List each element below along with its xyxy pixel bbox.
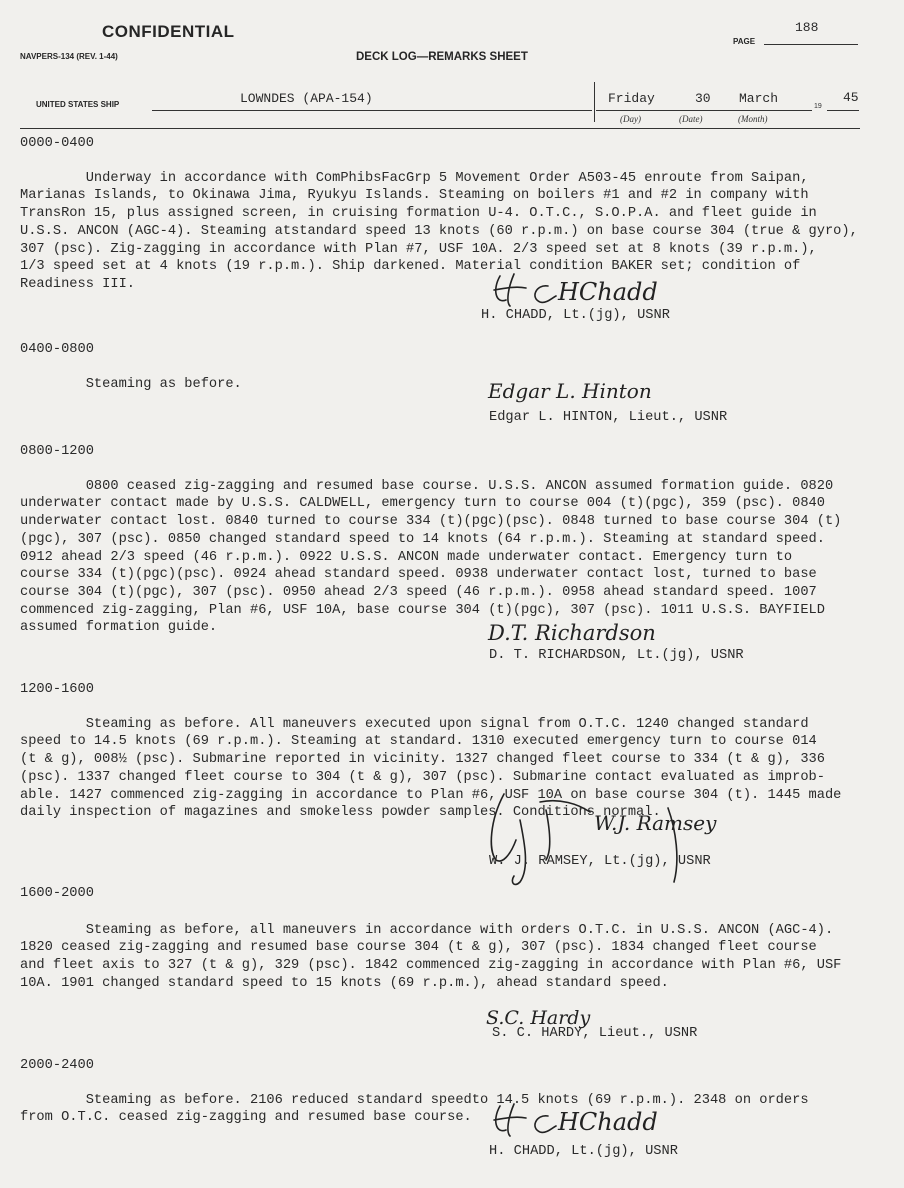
remarks-line: assumed formation guide. <box>20 620 218 636</box>
watch-period: 2000-2400 <box>20 1058 94 1073</box>
remarks-line: 1/3 speed set at 4 knots (19 r.p.m.). Ship darkened. Material condition BAKER set; condition of <box>20 259 801 275</box>
signature-script: W.J. Ramsey <box>594 811 717 835</box>
officer-name: Edgar L. HINTON, Lieut., USNR <box>489 410 728 425</box>
remarks-line: Steaming as before. 2106 reduced standard speedto 14.5 knots (69 r.p.m.). 2348 on orders <box>20 1092 809 1108</box>
handwritten-signature <box>486 1098 686 1144</box>
year-line <box>827 110 859 111</box>
officer-name: W. J. RAMSEY, Lt.(jg), USNR <box>489 854 711 869</box>
log-day: Friday <box>608 91 655 106</box>
watch-remarks <box>20 152 880 311</box>
sheet-title: DECK LOG—REMARKS SHEET <box>356 51 528 63</box>
remarks-line: underwater contact made by U.S.S. CALDWELL, emergency turn to course 004 (t)(pgc), 359 (psc). 0840 <box>20 496 825 512</box>
remarks-line: (pgc), 307 (psc). 0850 changed standard speed to 14 knots (64 r.p.m.). Steaming at standard speed. <box>20 531 825 547</box>
officer-name: H. CHADD, Lt.(jg), USNR <box>489 1144 678 1159</box>
handwritten-signature <box>488 616 708 650</box>
year-prefix: 19 <box>814 103 822 110</box>
ship-name-line <box>152 110 592 111</box>
form-id: NAVPERS-134 (REV. 1-44) <box>20 52 118 61</box>
watch-period: 0800-1200 <box>20 444 94 459</box>
date-line <box>596 110 812 111</box>
remarks-line: Readiness III. <box>20 276 135 292</box>
remarks-line: daily inspection of magazines and smokeless powder samples. Conditions normal. <box>20 805 661 821</box>
remarks-line: course 334 (t)(pgc)(psc). 0924 ahead standard speed. 0938 underwater contact lost, turned to base <box>20 567 817 583</box>
remarks-line: 0800 ceased zig-zagging and resumed base course. U.S.S. ANCON assumed formation guide. 0820 <box>20 478 834 494</box>
watch-remarks <box>20 358 880 411</box>
watch-remarks <box>20 904 880 1010</box>
remarks-line: (psc). 1337 changed fleet course to 304 (t & g), 307 (psc). Submarine contact evaluated as improb- <box>20 769 825 785</box>
handwritten-signature <box>486 268 686 312</box>
signature-script: HChadd <box>558 278 658 306</box>
ship-name: LOWNDES (APA-154) <box>240 91 373 106</box>
signature-script: S.C. Hardy <box>486 1007 591 1029</box>
watch-remarks <box>20 698 880 840</box>
remarks-line: 1820 ceased zig-zagging and resumed base course 304 (t & g), 307 (psc). 1834 changed fleet course <box>20 940 817 956</box>
remarks-line: course 304 (t)(pgc), 307 (psc). 0950 ahead 2/3 speed (46 r.p.m.). 0958 ahead standard speed. 1007 <box>20 584 817 600</box>
remarks-line: 0912 ahead 2/3 speed (46 r.p.m.). 0922 U.S.S. ANCON made underwater contact. Emergency turn to <box>20 549 793 565</box>
watch-remarks <box>20 1074 880 1145</box>
log-year: 45 <box>843 90 859 105</box>
signature-script: Edgar L. Hinton <box>488 379 652 403</box>
watch-period: 0000-0400 <box>20 136 94 151</box>
watch-period: 1200-1600 <box>20 682 94 697</box>
remarks-line: from O.T.C. ceased zig-zagging and resumed base course. <box>20 1110 472 1126</box>
month-caption: (Month) <box>738 114 768 124</box>
remarks-line: Steaming as before. <box>20 376 242 392</box>
day-caption: (Day) <box>620 114 641 124</box>
signature-script: D.T. Richardson <box>488 621 656 645</box>
handwritten-signature <box>488 372 688 408</box>
log-date: 30 <box>695 91 711 106</box>
date-box-divider <box>594 82 596 122</box>
remarks-line: 10A. 1901 changed standard speed to 15 knots (69 r.p.m.), ahead standard speed. <box>20 975 669 991</box>
remarks-line: underwater contact lost. 0840 turned to course 334 (t)(pgc)(psc). 0848 turned to base course 304 (t) <box>20 514 842 530</box>
watch-period: 0400-0800 <box>20 342 94 357</box>
remarks-line: Steaming as before. All maneuvers executed upon signal from O.T.C. 1240 changed standard <box>20 716 809 732</box>
page-number: 188 <box>795 20 819 35</box>
remarks-line: able. 1427 commenced zig-zagging in accordance to Plan #6, USF 10A on base course 304 (t). 1445 made <box>20 787 842 803</box>
remarks-line: and fleet axis to 327 (t & g), 329 (psc). 1842 commenced zig-zagging in accordance with Plan #6, USF <box>20 958 842 974</box>
header-rule <box>20 128 860 129</box>
remarks-line: TransRon 15, plus assigned screen, in cruising formation U-4. O.T.C., S.O.P.A. and fleet guide in <box>20 206 817 222</box>
remarks-line: Marianas Islands, to Okinawa Jima, Ryukyu Islands. Steaming on boilers #1 and #2 in company with <box>20 188 809 204</box>
remarks-line: commenced zig-zagging, Plan #6, USF 10A, base course 304 (t)(pgc), 307 (psc). 1011 U.S.S. BAYFIELD <box>20 602 825 618</box>
page-number-line <box>764 44 858 45</box>
page-label: PAGE <box>733 37 756 46</box>
confidential-stamp: CONFIDENTIAL <box>102 22 235 41</box>
watch-remarks <box>20 460 880 655</box>
officer-name: H. CHADD, Lt.(jg), USNR <box>481 308 670 323</box>
log-month: March <box>739 91 779 106</box>
officer-name: S. C. HARDY, Lieut., USNR <box>492 1026 698 1041</box>
date-caption: (Date) <box>679 114 703 124</box>
remarks-line: U.S.S. ANCON (AGC-4). Steaming atstandard speed 13 knots (60 r.p.m.) on base course 304 (true & gyro), <box>20 223 858 239</box>
watch-period: 1600-2000 <box>20 886 94 901</box>
officer-name: D. T. RICHARDSON, Lt.(jg), USNR <box>489 648 744 663</box>
remarks-line: 307 (psc). Zig-zagging in accordance with Plan #7, USF 10A. 2/3 speed set at 8 knots (39 r.p.m.), <box>20 241 817 257</box>
ship-label: UNITED STATES SHIP <box>36 100 120 109</box>
signature-script: HChadd <box>558 1108 658 1136</box>
remarks-line: (t & g), 008½ (psc). Submarine reported in vicinity. 1327 changed fleet course to 334 (t & g), 336 <box>20 752 825 768</box>
remarks-line: Underway in accordance with ComPhibsFacGrp 5 Movement Order A503-45 enroute from Saipan, <box>20 170 809 186</box>
handwritten-signature <box>480 790 717 890</box>
remarks-line: Steaming as before, all maneuvers in accordance with orders O.T.C. in U.S.S. ANCON (AGC-4). <box>20 922 834 938</box>
remarks-line: speed to 14.5 knots (69 r.p.m.). Steaming at standard. 1310 executed emergency turn to course 014 <box>20 734 817 750</box>
